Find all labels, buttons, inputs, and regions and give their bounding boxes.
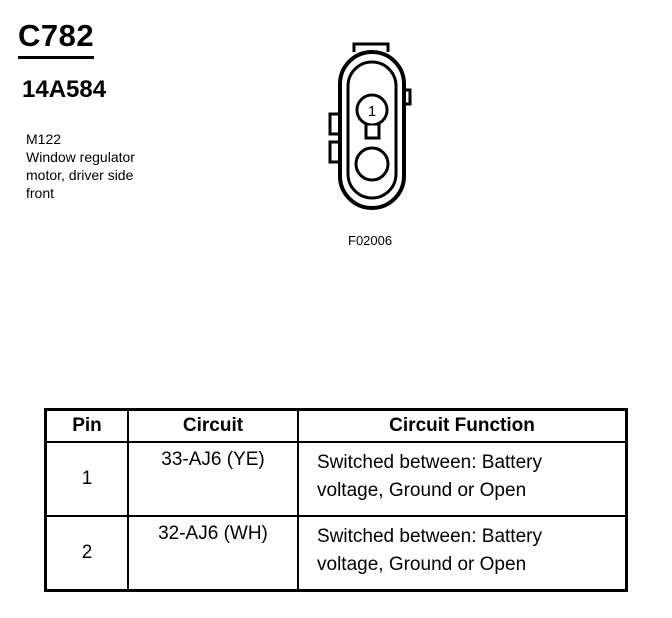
cavity-1-key	[366, 124, 379, 138]
part-number: 14A584	[22, 76, 107, 103]
circuit-function	[298, 516, 627, 591]
description-line-3: front	[26, 185, 55, 201]
circuit-function-line-2: voltage, Ground or Open	[317, 554, 527, 575]
cavity-2	[356, 148, 388, 180]
connector-face-diagram	[318, 40, 418, 215]
description-line-1: Window regulator	[26, 149, 135, 165]
circuit-code: 33-AJ6 (YE)	[128, 442, 298, 516]
description-line-2: motor, driver side	[26, 167, 134, 183]
circuit-function	[298, 442, 627, 516]
pin-table	[44, 408, 628, 592]
pin-number: 1	[46, 442, 129, 516]
header-pin: Pin	[46, 410, 129, 443]
pin-number: 2	[46, 516, 129, 591]
connector-id-underline	[18, 56, 94, 59]
component-code: M122	[26, 131, 62, 147]
circuit-code: 32-AJ6 (WH)	[128, 516, 298, 591]
table-header-row	[46, 410, 627, 443]
header-circuit-function: Circuit Function	[298, 410, 627, 443]
component-description	[26, 130, 176, 202]
cavity-1-label: 1	[367, 103, 377, 120]
header-circuit: Circuit	[128, 410, 298, 443]
circuit-function-line-2: voltage, Ground or Open	[317, 480, 527, 501]
table-row	[46, 442, 627, 516]
table-row	[46, 516, 627, 591]
figure-id: F02006	[348, 233, 393, 248]
circuit-function-line-1: Switched between: Battery	[317, 526, 542, 547]
connector-id: C782	[18, 18, 95, 53]
circuit-function-line-1: Switched between: Battery	[317, 452, 542, 473]
